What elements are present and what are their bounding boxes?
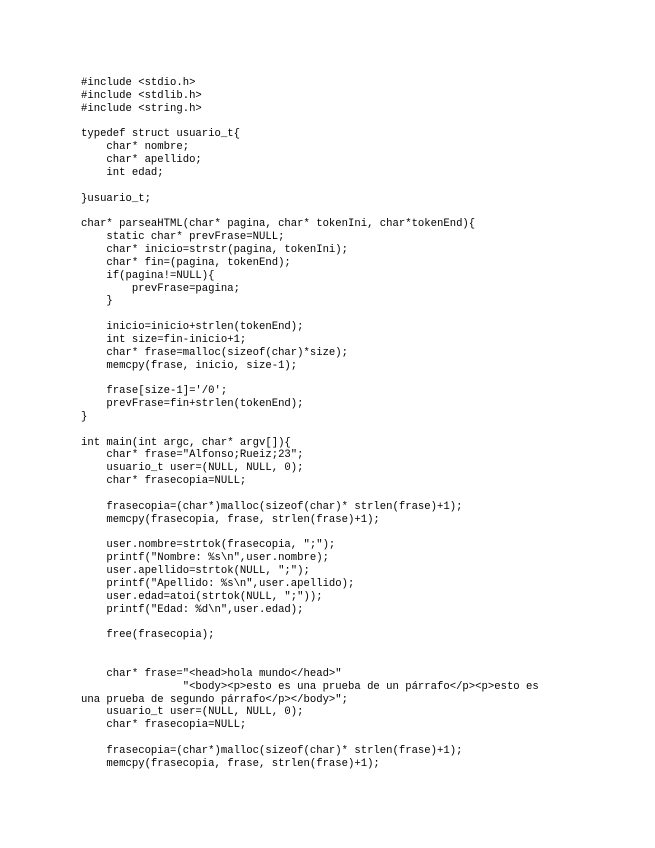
code-line: memcpy(frasecopia, frase, strlen(frase)+1); <box>81 757 380 770</box>
code-line: } <box>81 410 88 423</box>
code-line <box>81 732 539 745</box>
code-block <box>81 77 539 771</box>
code-line: frasecopia=(char*)malloc(sizeof(char)* strlen(frase)+1); <box>81 744 463 757</box>
code-line <box>81 308 539 321</box>
code-line: free(frasecopia); <box>81 629 215 642</box>
code-line: int size=fin-inicio+1; <box>81 333 247 346</box>
code-line: printf("Apellido: %s\n",user.apellido); <box>81 577 355 590</box>
code-line: frase[size-1]='/0'; <box>81 385 228 398</box>
code-line: memcpy(frase, inicio, size-1); <box>81 359 298 372</box>
code-line: char* frase="Alfonso;Rueiz;23"; <box>81 449 304 462</box>
code-line: char* parseaHTML(char* pagina, char* tokenIni, char*tokenEnd){ <box>81 218 476 231</box>
code-line: printf("Nombre: %s\n",user.nombre); <box>81 552 329 565</box>
code-line: usuario_t user=(NULL, NULL, 0); <box>81 462 304 475</box>
code-line: #include <string.h> <box>81 102 202 115</box>
code-line <box>81 642 539 655</box>
code-line: una prueba de segundo párrafo</p></body>"; <box>81 693 349 706</box>
code-line: user.nombre=strtok(frasecopia, ";"); <box>81 539 336 552</box>
code-line: char* inicio=strstr(pagina, tokenIni); <box>81 243 349 256</box>
code-line: memcpy(frasecopia, frase, strlen(frase)+1); <box>81 513 380 526</box>
code-line: int main(int argc, char* argv[]){ <box>81 436 291 449</box>
code-line <box>81 424 539 437</box>
code-line: #include <stdlib.h> <box>81 89 202 102</box>
code-line: prevFrase=pagina; <box>81 282 240 295</box>
code-line: printf("Edad: %d\n",user.edad); <box>81 603 304 616</box>
code-line: int edad; <box>81 166 164 179</box>
code-line <box>81 180 539 193</box>
code-line: frasecopia=(char*)malloc(sizeof(char)* strlen(frase)+1); <box>81 500 463 513</box>
code-line: }usuario_t; <box>81 192 151 205</box>
code-line: "<body><p>esto es una prueba de un párrafo</p><p>esto es <box>81 680 539 693</box>
code-line: prevFrase=fin+strlen(tokenEnd); <box>81 398 304 411</box>
code-line: char* nombre; <box>81 141 190 154</box>
code-line <box>81 488 539 501</box>
code-line: usuario_t user=(NULL, NULL, 0); <box>81 706 304 719</box>
code-line <box>81 116 539 129</box>
code-line: char* apellido; <box>81 154 202 167</box>
code-line: char* fin=(pagina, tokenEnd); <box>81 256 291 269</box>
code-line: } <box>81 295 113 308</box>
code-line <box>81 205 539 218</box>
code-line: static char* prevFrase=NULL; <box>81 231 285 244</box>
code-line: char* frasecopia=NULL; <box>81 719 247 732</box>
code-line <box>81 527 539 540</box>
code-line: char* frase=malloc(sizeof(char)*size); <box>81 346 349 359</box>
code-line <box>81 655 539 668</box>
code-line: if(pagina!=NULL){ <box>81 269 215 282</box>
code-line: user.edad=atoi(strtok(NULL, ";")); <box>81 590 323 603</box>
code-line: char* frasecopia=NULL; <box>81 475 247 488</box>
code-line: #include <stdio.h> <box>81 77 196 89</box>
code-line: inicio=inicio+strlen(tokenEnd); <box>81 321 304 334</box>
code-line: user.apellido=strtok(NULL, ";"); <box>81 565 310 578</box>
code-line: char* frase="<head>hola mundo</head>" <box>81 667 342 680</box>
code-line: typedef struct usuario_t{ <box>81 128 240 141</box>
code-line <box>81 616 539 629</box>
code-line <box>81 372 539 385</box>
